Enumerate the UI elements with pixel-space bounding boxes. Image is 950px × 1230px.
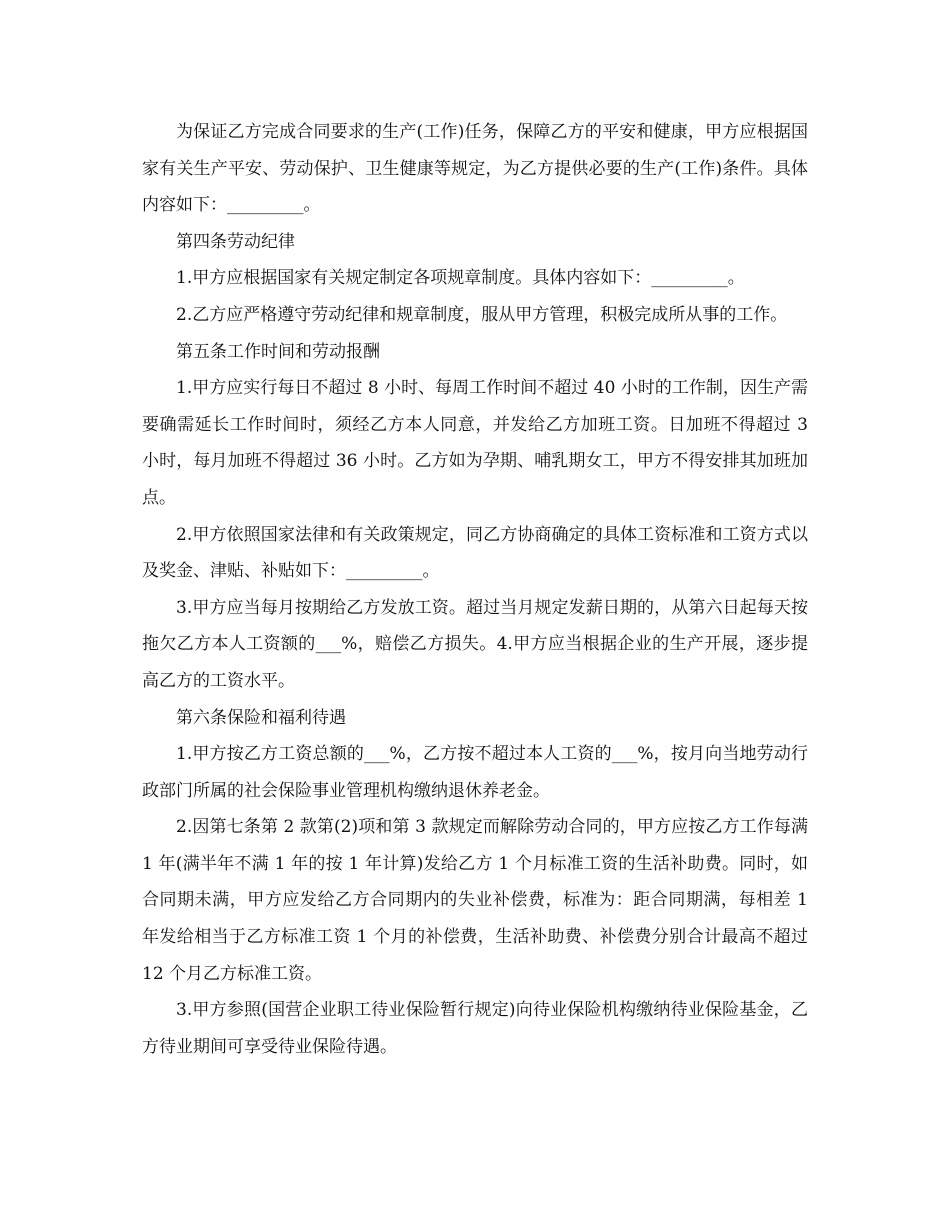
paragraph-6-3: 3.甲方参照(国营企业职工待业保险暂行规定)向待业保险机构缴纳待业保险基金，乙方待业期间可享受待业保险待遇。 [142,1000,808,1057]
paragraph-5-2: 2.甲方依照国家法律和有关政策规定，同乙方协商确定的具体工资标准和工资方式以及奖金、津贴、补贴如下：_________。 [142,524,808,582]
paragraph-work-conditions: 为保证乙方完成合同要求的生产(工作)任务，保障乙方的平安和健康，甲方应根据国家有关生产平安、劳动保护、卫生健康等规定，为乙方提供必要的生产(工作)条件。具体内容如下：_________。 [142,122,808,216]
paragraph-6-1: 1.甲方按乙方工资总额的___%，乙方按不超过本人工资的___%，按月向当地劳动行政部门所属的社会保险事业管理机构缴纳退休养老金。 [142,744,808,801]
paragraph-6-2: 2.因第七条第 2 款第(2)项和第 3 款规定而解除劳动合同的，甲方应按乙方工作每满 1 年(满半年不满 1 年的按 1 年计算)发给乙方 1 个月标准工资的生活补助费。同时，如合同期未满，甲方应发给乙方合同期内的失业补偿费，标准为：距合同期满，每相差 1 年发给相当于乙方标准工资 1 个月的补偿费，生活补助费、补偿费分别合计最高不超过 12 个月乙方标准工资。 [142,817,808,984]
paragraph-5-3: 3.甲方应当每月按期给乙方发放工资。超过当月规定发薪日期的，从第六日起每天按拖欠乙方本人工资额的___%，赔偿乙方损失。4.甲方应当根据企业的生产开展，逐步提高乙方的工资水平。 [142,597,808,691]
paragraph-4-1: 1.甲方应根据国家有关规定制定各项规章制度。具体内容如下：_________。 [176,268,745,289]
document-body [142,114,808,1065]
heading-article-4: 第四条劳动纪律 [176,231,295,252]
heading-article-6: 第六条保险和福利待遇 [176,707,346,728]
paragraph-5-1: 1.甲方应实行每日不超过 8 小时、每周工作时间不超过 40 小时的工作制，因生产需要确需延长工作时间时，须经乙方本人同意，并发给乙方加班工资。日加班不得超过 3 小时，每月加班不得超过 36 小时。乙方如为孕期、哺乳期女工，甲方不得安排其加班加点。 [142,378,808,508]
paragraph-4-2: 2.乙方应严格遵守劳动纪律和规章制度，服从甲方管理，积极完成所从事的工作。 [176,304,788,325]
heading-article-5: 第五条工作时间和劳动报酬 [176,341,380,362]
